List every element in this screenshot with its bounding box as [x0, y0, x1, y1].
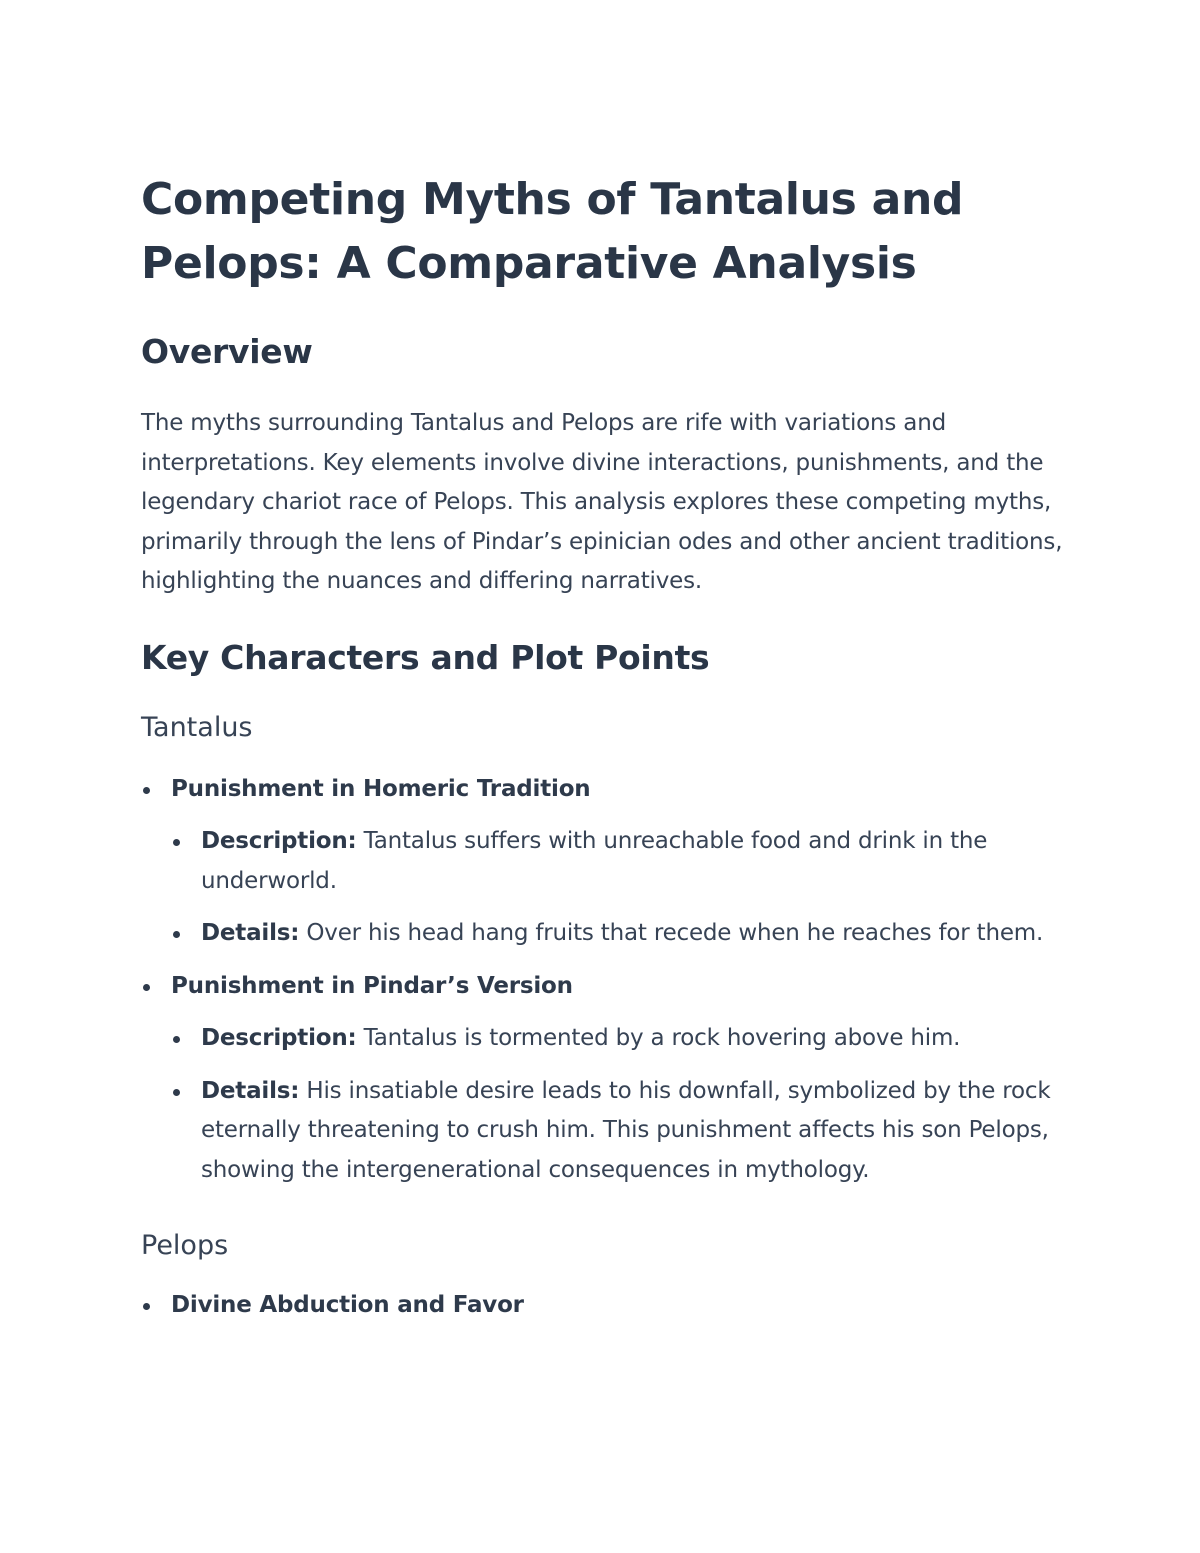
sub-item-term: Description: [201, 828, 357, 854]
sub-list-item [171, 1019, 1071, 1059]
bullet-icon [173, 931, 180, 938]
bullet-icon [173, 1089, 180, 1096]
document-page [141, 168, 1071, 1326]
overview-heading: Overview [141, 332, 313, 371]
document-title: Competing Myths of Tantalus and Pelops: A Comparative Analysis [141, 174, 964, 289]
sub-item-text: His insatiable desire leads to his downfall, symbolized by the rock eternally threatening to crush him. This punishment affects his son Pelops, showing the intergenerational consequences in mythology. [201, 1077, 1051, 1183]
sub-list-item [171, 1072, 1071, 1191]
key-characters-heading: Key Characters and Plot Points [141, 637, 710, 677]
list-item [141, 1286, 1071, 1326]
sub-list-item [171, 822, 1071, 901]
sub-list [171, 822, 1071, 954]
pelops-heading: Pelops [141, 1230, 229, 1261]
bullet-icon [143, 1303, 150, 1310]
list-item [141, 770, 1071, 954]
bullet-icon [143, 787, 150, 794]
sub-item-term: Details: [201, 1077, 300, 1104]
tantalus-heading: Tantalus [141, 711, 253, 743]
bullet-icon [173, 839, 180, 846]
list-item-label: Punishment in Homeric Tradition [171, 775, 591, 802]
sub-item-text: Tantalus suffers with unreachable food and drink in the underworld. [201, 828, 988, 894]
pelops-list [141, 1286, 1071, 1326]
overview-paragraph: The myths surrounding Tantalus and Pelops are rife with variations and interpretations. Key elements involve divine interactions, punishments, and the legendary chariot race of Pelops. This analysis explores these competing myths, primarily through the lens of Pindar’s epinician odes and other ancient traditions, highlighting the nuances and differing narratives. [141, 410, 1063, 594]
tantalus-list [141, 770, 1071, 1191]
sub-item-term: Description: [201, 1025, 357, 1051]
bullet-icon [173, 1036, 180, 1043]
list-item [141, 967, 1071, 1191]
list-item-label: Divine Abduction and Favor [171, 1292, 524, 1318]
sub-item-text: Over his head hang fruits that recede when he reaches for them. [299, 920, 1044, 946]
sub-item-term: Details: [201, 920, 300, 946]
sub-list [171, 1019, 1071, 1190]
list-item-label: Punishment in Pindar’s Version [171, 972, 573, 999]
sub-item-text: Tantalus is tormented by a rock hovering above him. [356, 1025, 961, 1051]
sub-list-item [171, 914, 1071, 954]
bullet-icon [143, 984, 150, 991]
